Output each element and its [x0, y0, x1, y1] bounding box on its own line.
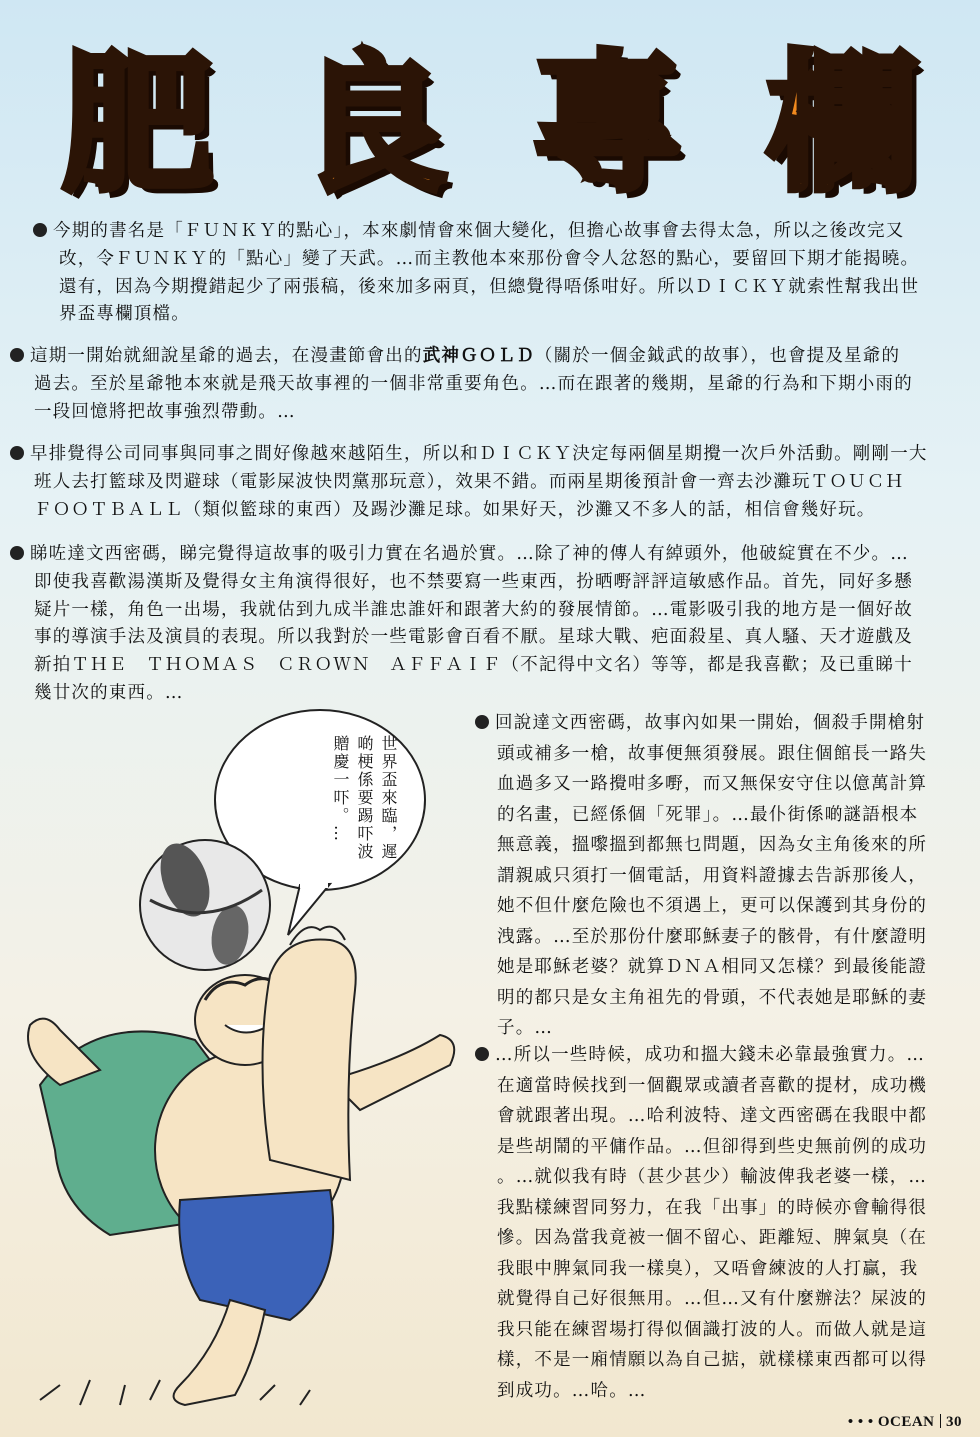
- paragraph-5: [475, 708, 965, 1044]
- p5-line-10: 明的都只是女主角祖先的骨頭，不代表她是耶穌的妻: [497, 987, 928, 1008]
- p5-line-2: 頭或補多一槍，故事便無須發展。跟住個館長一路失: [497, 743, 928, 764]
- p4-line-3: 疑片一樣，角色一出場，我就估到九成半誰忠誰奸和跟著大約的發展情節。…電影吸引我的地方是一個好故: [34, 599, 913, 620]
- p6-line-6: 我點樣練習同努力，在我「出事」的時候亦會輸得很: [497, 1197, 928, 1218]
- p6-line-8: 我眼中脾氣同我一樣臭），又唔會練波的人打贏，我: [497, 1258, 919, 1279]
- p6-line-4: 是些胡鬧的平傭作品。…但卻得到些史無前例的成功: [497, 1136, 928, 1157]
- bullet-icon: [33, 223, 47, 237]
- footer-divider: [940, 1414, 942, 1428]
- p6-line-11: 樣，不是一廂情願以為自己掂，就樣樣東西都可以得: [497, 1350, 928, 1370]
- p3-line-1: 早排覺得公司同事與同事之間好像越來越陌生，所以和ＤＩＣＫＹ決定每兩個星期攪一次戶外活動。剛剛一大: [30, 444, 928, 464]
- page-number: 30: [946, 1414, 962, 1430]
- p5-line-4: 的名畫，已經係個「死罪」。…最仆街係啲謎語根本: [497, 804, 919, 825]
- p2-line-3: 一段回憶將把故事強烈帶動。…: [34, 401, 296, 422]
- bullet-icon: [10, 348, 24, 362]
- paragraph-2: [10, 343, 955, 426]
- p1-line-4: 界盃專欄頂檔。: [59, 304, 190, 325]
- title-char-2: 良: [297, 38, 448, 212]
- p6-line-7: 慘。因為當我竟被一個不留心、距離短、脾氣臭（在: [497, 1228, 928, 1248]
- p1-line-1: 今期的書名是「ＦＵＮＫＹ的點心」，本來劇情會來個大變化，但擔心故事會去得太急，所以之後改完又: [53, 221, 905, 241]
- title-char-4: 欄: [767, 38, 918, 212]
- p5-line-8: 洩露。…至於那份什麼耶穌妻子的骸骨，有什麼證明: [497, 926, 928, 947]
- p6-line-5: 。…就似我有時（甚少甚少）輸波俾我老婆一樣，…: [497, 1167, 928, 1187]
- column-title: [20, 40, 960, 210]
- speech-bubble-text: 世界盃來臨，遲啲梗係要踢吓波贈慶一吓。…: [331, 735, 398, 861]
- p2-line-1b: （關於一個金鉞武的故事），也會提及星爺的: [534, 346, 901, 366]
- p5-line-7: 她不但什麼危險也不須遇上，更可以保護到其身份的: [497, 896, 928, 916]
- p2-line-1a: 這期一開始就細說星爺的過去，在漫畫節會出的: [30, 346, 423, 366]
- p3-line-2: 班人去打籃球及閃避球（電影屎波快閃黨那玩意），效果不錯。而兩星期後預計會一齊去沙灘玩ＴＯＵＣＨ: [34, 471, 905, 492]
- p6-line-12: 到成功。…哈。…: [497, 1380, 647, 1401]
- p6-line-10: 我只能在練習場打得似個識打波的人。而做人就是這: [497, 1319, 928, 1340]
- p5-line-6: 謂親戚只須打一個電話，用資料證據去告訴那後人，: [497, 865, 928, 886]
- p4-line-6: 幾廿次的東西。…: [34, 682, 184, 703]
- p4-line-5: 新拍ＴＨＥ ＴＨＯＭＡＳ ＣＲＯＷＮ ＡＦＦＡＩＦ（不記得中文名）等等，都是我喜歡；及已重睇十: [34, 655, 913, 676]
- p5-line-9: 她是耶穌老婆？就算ＤＮＡ相同又怎樣？到最後能證: [497, 957, 928, 977]
- p6-line-3: 會就跟著出現。…哈利波特、達文西密碼在我眼中都: [497, 1106, 928, 1126]
- p2-line-2: 過去。至於星爺牠本來就是飛天故事裡的一個非常重要角色。…而在跟著的幾期，星爺的行為和下期小雨的: [34, 373, 913, 394]
- p5-line-5: 無意義，搵嚟搵到都無乜問題，因為女主角後來的所: [497, 835, 928, 855]
- p1-line-2: 改，令ＦＵＮＫＹ的「點心」變了天武。…而主教他本來那份會令人忿怒的點心，要留回下期才能揭曉。: [59, 248, 920, 269]
- cartoon-character: [28, 927, 454, 1405]
- p3-line-3: ＦＯＯＴＢＡＬＬ（類似籃球的東西）及踢沙灘足球。如果好天，沙灘又不多人的話，相信會幾好玩。: [34, 499, 876, 520]
- bullet-icon: [475, 715, 489, 729]
- footer-dots: • • •: [847, 1414, 874, 1430]
- p2-bold-title: 武神ＧＯＬＤ: [422, 346, 535, 366]
- paragraph-3: [10, 441, 955, 524]
- title-char-3: 專: [532, 38, 683, 212]
- p6-line-9: 就覺得自己好很無用。…但…又有什麼辦法？屎波的: [497, 1289, 928, 1309]
- title-char-1: 肥: [62, 38, 213, 212]
- p5-line-3: 血過多又一路攪咁多嘢，而又無保安守住以億萬計算: [497, 774, 928, 794]
- paragraph-4: [10, 541, 955, 708]
- paragraph-6: [475, 1040, 965, 1406]
- p4-line-2: 即使我喜歡湯漢斯及覺得女主角演得很好，也不禁要寫一些東西，扮晒嘢評評這敏感作品。首先，同好多懸: [34, 571, 913, 592]
- page-footer: [848, 1414, 962, 1431]
- p1-line-3: 還有，因為今期攪錯起少了兩張稿，後來加多兩頁，但總覺得唔係咁好。所以ＤＩＣＫＹ就索性幫我出世: [59, 276, 920, 297]
- bullet-icon: [475, 1047, 489, 1061]
- bullet-icon: [10, 546, 24, 560]
- magazine-name: OCEAN: [877, 1414, 935, 1430]
- p5-line-11: 子。…: [497, 1018, 554, 1038]
- p6-line-2: 在適當時候找到一個觀眾或讀者喜歡的提材，成功機: [497, 1075, 928, 1096]
- p6-line-1: …所以一些時候，成功和搵大錢未必靠最強實力。…: [495, 1045, 926, 1065]
- p4-line-1: 睇咗達文西密碼，睇完覺得這故事的吸引力實在名過於實。…除了神的傳人有綽頭外，他破綻實在不少。…: [30, 544, 909, 564]
- p5-line-1: 回說達文西密碼，故事內如果一開始，個殺手開槍射: [495, 713, 926, 733]
- bullet-icon: [10, 446, 24, 460]
- paragraph-1: [33, 218, 953, 329]
- p4-line-4: 事的導演手法及演員的表現。所以我對於一些電影會百看不厭。星球大戰、疤面殺星、真人騷、天才遊戲及: [34, 627, 913, 648]
